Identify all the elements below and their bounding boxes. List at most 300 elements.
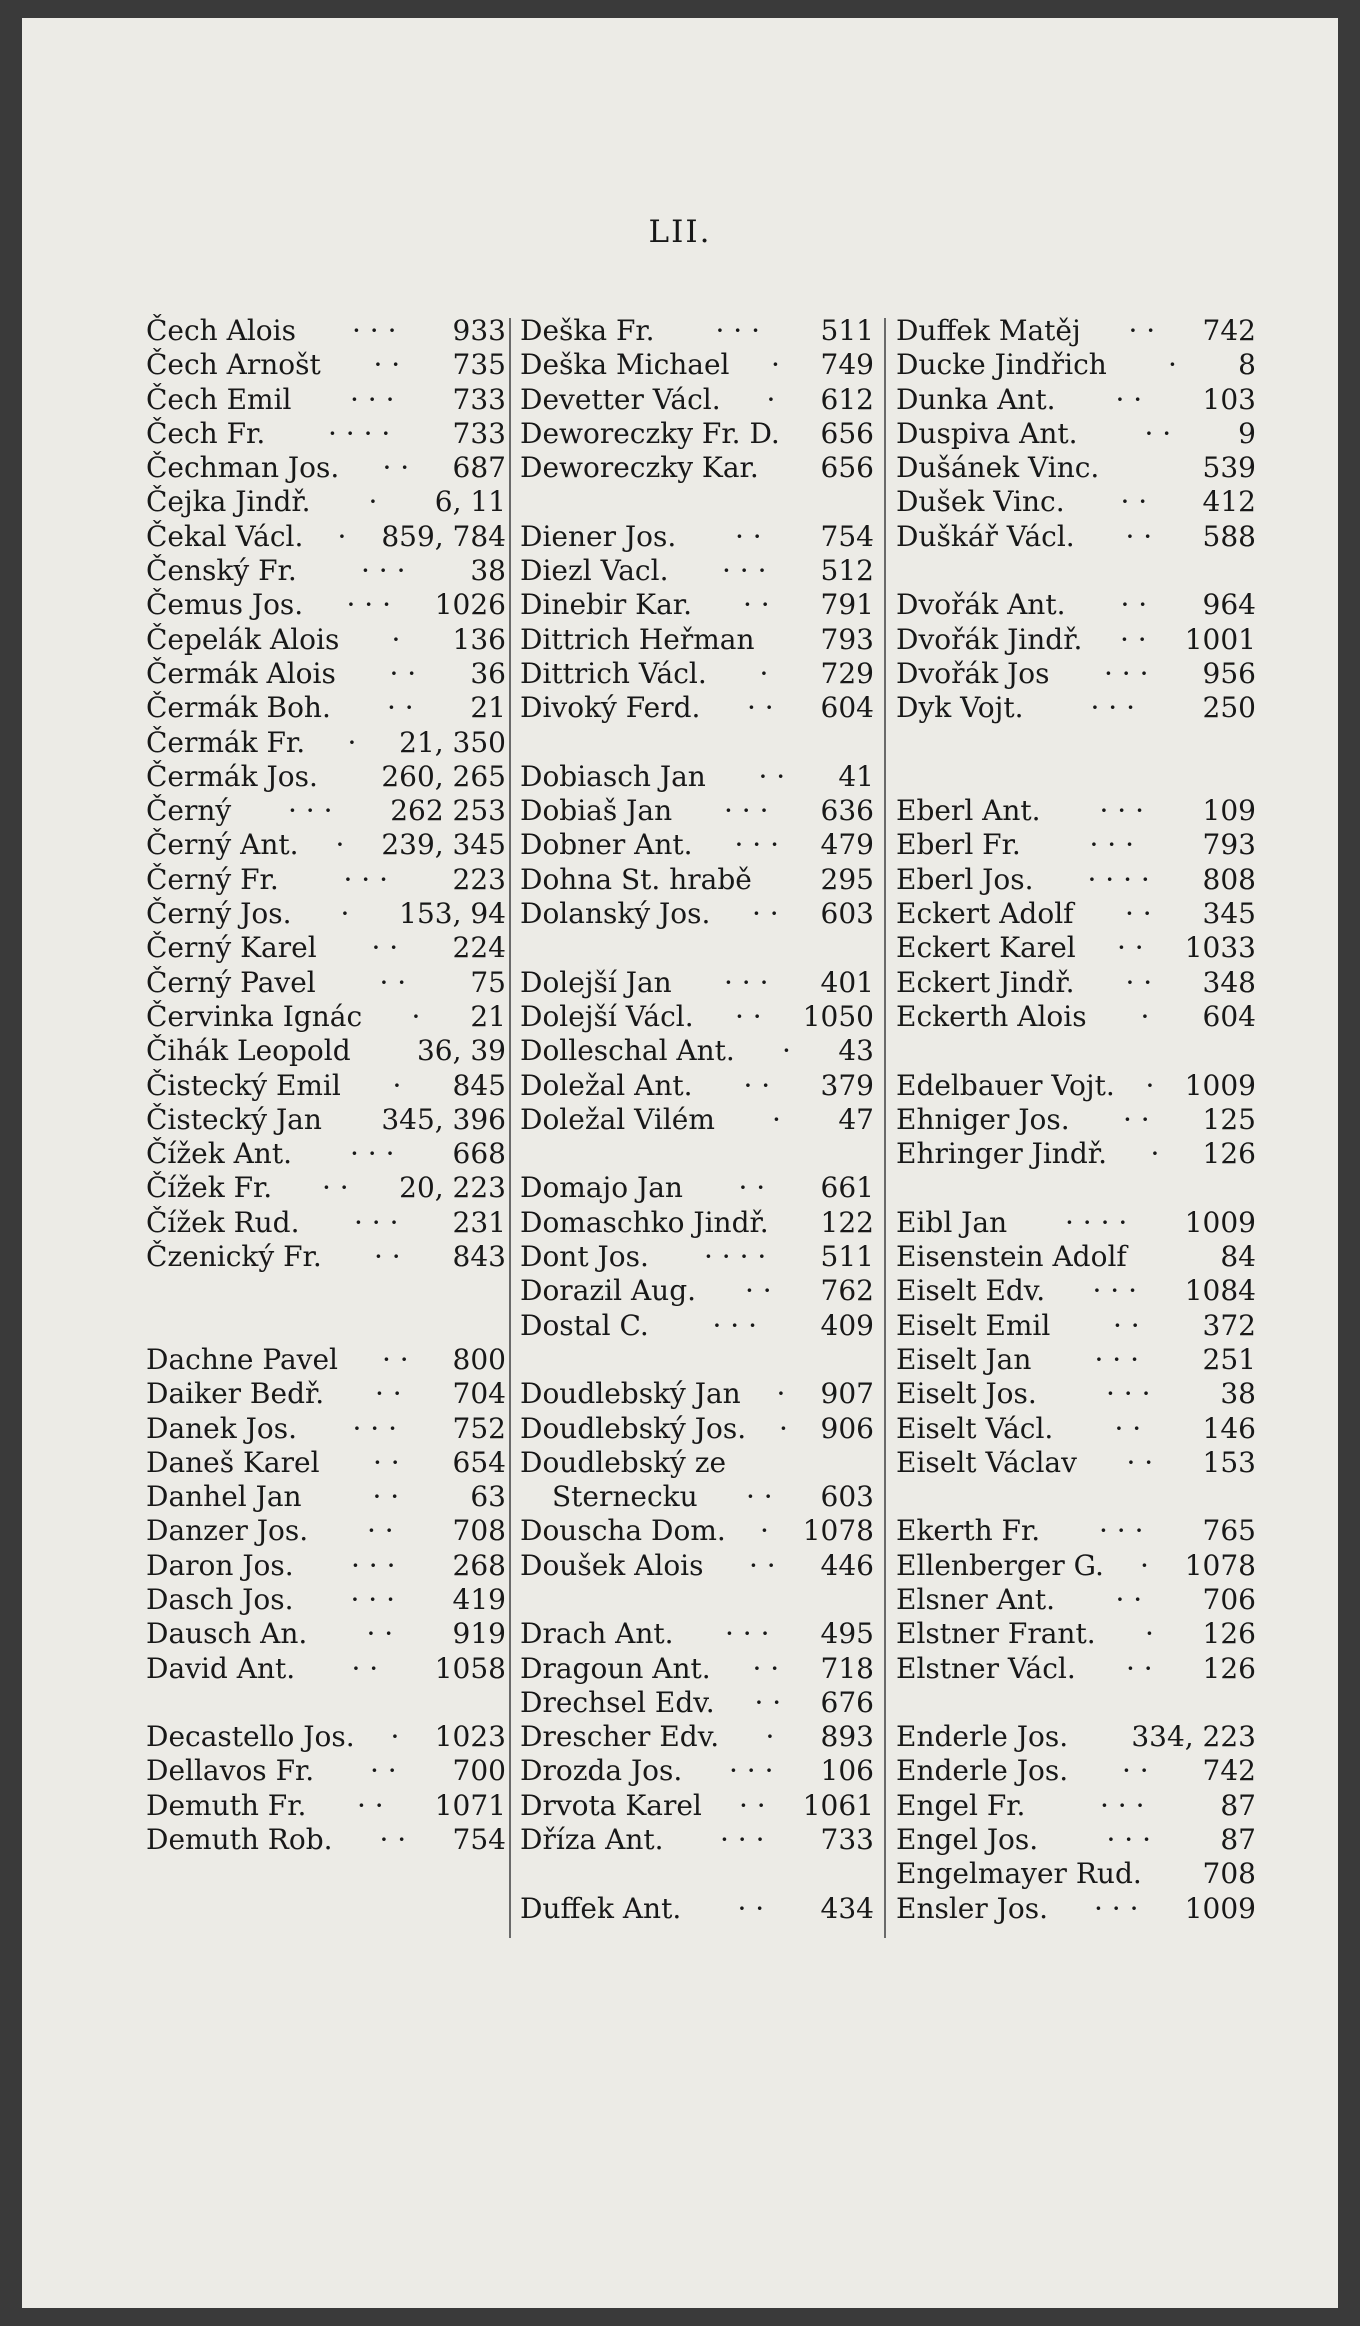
entry-name: Čech Arnošt [146,348,321,382]
entry-page-ref: 956 [1202,656,1256,690]
index-entry [896,966,1256,1000]
index-entry [896,1857,1256,1891]
index-entry [520,1549,874,1583]
entry-leader-dots: · [1140,999,1150,1033]
row-spacer [146,1309,506,1343]
entry-page-ref: 1078 [802,1514,874,1548]
entry-name: Eckert Karel [896,931,1076,965]
entry-page-ref: 153, 94 [399,897,506,931]
index-entry [520,1892,874,1926]
entry-leader-dots: · · [1114,1411,1142,1445]
entry-leader-dots: · · [374,1240,401,1274]
index-entry [146,794,506,828]
entry-name: Černý Jos. [146,897,292,931]
row-spacer [520,485,874,519]
entry-name: Danek Jos. [146,1411,297,1445]
entry-leader-dots: · · [746,1480,773,1514]
entry-leader-dots: · · [1117,931,1144,965]
entry-leader-dots: · [772,1102,781,1136]
entry-leader-dots: · · · [351,1548,396,1582]
entry-page-ref: 604 [1202,999,1256,1033]
index-entry [146,1514,506,1548]
entry-page-ref: 933 [452,314,506,347]
entry-leader-dots: · · [737,1891,765,1925]
index-entry [146,417,506,451]
index-entry [896,1240,1256,1274]
row-spacer [896,726,1256,760]
entry-name: Dyk Vojt. [896,691,1024,725]
entry-page-ref: 36, 39 [416,1034,506,1068]
entry-name: Dušek Vinc. [896,485,1065,519]
entry-name: Doležal Vilém [520,1102,715,1136]
entry-page-ref: 603 [820,1480,874,1514]
entry-name: Dolleschal Ant. [520,1034,735,1068]
entry-leader-dots: · · · [1099,794,1145,828]
entry-name: Černý [146,794,232,828]
index-entry [146,1137,506,1171]
index-entry [520,1103,874,1137]
entry-page-ref: 1033 [1184,931,1256,965]
entry-page-ref: 1061 [802,1788,874,1822]
entry-leader-dots: · · · [729,1754,774,1788]
entry-leader-dots: · [337,519,347,553]
entry-page-ref: 41 [838,759,874,793]
entry-leader-dots: · · [1125,965,1153,999]
entry-name: Čížek Fr. [146,1171,273,1205]
entry-page-ref: 964 [1202,588,1256,622]
entry-page-ref: 661 [820,1171,874,1205]
entry-page-ref: 708 [452,1514,506,1548]
entry-name: Decastello Jos. [146,1720,355,1754]
entry-name: Ellenberger G. [896,1548,1104,1582]
index-entry [520,863,874,897]
index-entry [520,794,874,828]
index-entry [146,1583,506,1617]
entry-leader-dots: · · [1115,382,1143,416]
entry-leader-dots: · · [1120,588,1148,622]
entry-page-ref: 495 [820,1617,874,1651]
entry-name: Čemus Jos. [146,588,304,622]
entry-name: Ekerth Fr. [896,1514,1041,1548]
index-entry [146,828,506,862]
entry-leader-dots: · · · [346,588,392,622]
index-entry [520,417,874,451]
index-entry [520,1069,874,1103]
entry-name: Černý Ant. [146,828,299,862]
entry-leader-dots: · · · [354,1205,399,1239]
entry-page-ref: 20, 223 [399,1171,506,1205]
entry-name: Čihák Leopold [146,1034,351,1068]
entry-page-ref: 1050 [802,999,874,1033]
entry-page-ref: 1023 [434,1720,506,1754]
index-entry [896,1377,1256,1411]
index-entry [520,520,874,554]
entry-name: Edelbauer Vojt. [896,1068,1115,1102]
entry-name: Ehringer Jindř. [896,1137,1107,1171]
entry-name: Dorazil Aug. [520,1274,697,1308]
index-entry [146,760,506,794]
entry-leader-dots: · · · [724,965,769,999]
entry-name: Červinka Ignác [146,999,363,1033]
index-entry [896,1583,1256,1617]
entry-name: Čech Alois [146,314,296,347]
index-entry [146,897,506,931]
index-entry [520,691,874,725]
entry-page-ref: 729 [820,656,874,690]
entry-name: Duffek Ant. [520,1891,682,1925]
entry-name: Dunka Ant. [896,382,1056,416]
index-entry [896,1549,1256,1583]
entry-name: Dolejší Václ. [520,999,694,1033]
entry-name: Daiker Bedř. [146,1377,325,1411]
entry-name: Drach Ant. [520,1617,674,1651]
entry-name: Deška Fr. [520,314,655,347]
entry-name: Ducke Jindřich [896,348,1107,382]
entry-page-ref: 1001 [1184,622,1256,656]
entry-leader-dots: · · · · [1065,1205,1128,1239]
entry-name: Čech Emil [146,382,292,416]
entry-leader-dots: · · · [1099,1514,1144,1548]
entry-page-ref: 295 [820,862,874,896]
index-entry [896,1206,1256,1240]
index-entry [896,1069,1256,1103]
entry-page-ref: 636 [820,794,874,828]
entry-page-ref: 21 [470,691,506,725]
entry-leader-dots: · · · [352,314,397,347]
entry-page-ref: 401 [820,965,874,999]
entry-leader-dots: · · [738,1171,766,1205]
entry-page-ref: 708 [1202,1857,1256,1891]
index-entry [896,863,1256,897]
entry-leader-dots: · · [1120,622,1147,656]
index-column-1 [146,314,506,1857]
column-divider-2 [884,318,886,1938]
entry-page-ref: 859, 784 [381,519,506,553]
entry-name: Čermák Boh. [146,691,331,725]
index-entry [520,1240,874,1274]
index-entry [520,1171,874,1205]
entry-page-ref: 893 [820,1720,874,1754]
entry-name: Engel Fr. [896,1788,1026,1822]
entry-name: Ehniger Jos. [896,1102,1070,1136]
index-entry [520,897,874,931]
index-entry [520,1617,874,1651]
entry-page-ref: 793 [1202,828,1256,862]
entry-page-ref: 800 [452,1342,506,1376]
entry-page-ref: 345, 396 [381,1102,506,1136]
index-entry [520,828,874,862]
entry-page-ref: 223 [452,862,506,896]
entry-page-ref: 153 [1202,1445,1256,1479]
entry-page-ref: 511 [820,1240,874,1274]
entry-leader-dots: · · · [1106,1377,1151,1411]
entry-name: Eisenstein Adolf [896,1240,1127,1274]
index-entry [520,588,874,622]
entry-leader-dots: · · · [715,314,761,347]
entry-name: Devetter Václ. [520,382,721,416]
entry-page-ref: 260, 265 [381,759,506,793]
index-entry [520,1823,874,1857]
entry-page-ref: 588 [1202,519,1256,553]
entry-leader-dots: · [1145,1617,1154,1651]
index-entry [146,1171,506,1205]
entry-page-ref: 479 [820,828,874,862]
entry-leader-dots: · · · [720,1823,765,1857]
index-entry [146,1720,506,1754]
entry-page-ref: 372 [1202,1308,1256,1342]
index-entry [896,1446,1256,1480]
entry-name: Dvořák Ant. [896,588,1066,622]
entry-name: Doležal Ant. [520,1068,693,1102]
entry-page-ref: 718 [820,1651,874,1685]
index-entry [146,1103,506,1137]
entry-name: Dříza Ant. [520,1823,664,1857]
entry-leader-dots: · · · [1094,1891,1139,1925]
entry-name: Domaschko Jindř. [520,1205,769,1239]
row-spacer [896,760,1256,794]
entry-page-ref: 907 [820,1377,874,1411]
index-entry [896,1412,1256,1446]
entry-leader-dots: · · · [1106,1823,1152,1857]
index-entry [146,314,506,348]
index-entry [146,1823,506,1857]
entry-name: Dittrich Heřman [520,622,755,656]
entry-name: Černý Karel [146,931,317,965]
entry-page-ref: 512 [820,554,874,588]
index-entry [146,1754,506,1788]
entry-page-ref: 1071 [434,1788,506,1822]
entry-name: Eberl Ant. [896,794,1041,828]
page-number: LII. [648,214,712,250]
entry-name: Doudlebský ze [520,1445,727,1479]
entry-page-ref: 603 [820,897,874,931]
entry-leader-dots: · · · [734,828,780,862]
entry-name: Daron Jos. [146,1548,294,1582]
entry-name: Eiselt Václav [896,1445,1077,1479]
entry-page-ref: 1084 [1184,1274,1256,1308]
entry-name: Doudlebský Jos. [520,1411,747,1445]
entry-name: Deworeczky Fr. D. [520,416,780,450]
entry-leader-dots: · [1150,1137,1160,1171]
index-entry [146,1069,506,1103]
entry-name: Černý Pavel [146,965,316,999]
entry-leader-dots: · · [366,1617,394,1651]
entry-leader-dots: · · [373,348,401,382]
entry-page-ref: 126 [1202,1617,1256,1651]
index-entry [520,1309,874,1343]
entry-page-ref: 63 [470,1480,506,1514]
entry-name: Danhel Jan [146,1480,302,1514]
entry-name: Dušánek Vinc. [896,451,1100,485]
entry-name: Dasch Jos. [146,1582,294,1616]
index-entry [146,863,506,897]
entry-page-ref: 126 [1202,1651,1256,1685]
entry-page-ref: 409 [820,1308,874,1342]
entry-name: Čermák Jos. [146,759,318,793]
index-entry [520,966,874,1000]
entry-name: Duškář Václ. [896,519,1075,553]
entry-leader-dots: · · [743,1068,771,1102]
entry-page-ref: 687 [452,451,506,485]
entry-leader-dots: · · [373,1445,400,1479]
index-entry [896,657,1256,691]
index-entry [146,1377,506,1411]
index-entry [896,417,1256,451]
entry-name: Dausch An. [146,1617,308,1651]
row-spacer [896,554,1256,588]
entry-leader-dots: · [776,1377,786,1411]
entry-leader-dots: · · [1125,519,1153,553]
entry-name: Čermák Fr. [146,725,306,759]
entry-name: Dolanský Jos. [520,897,711,931]
index-entry [146,931,506,965]
entry-page-ref: 87 [1220,1823,1256,1857]
entry-leader-dots: · · · [350,382,395,416]
entry-leader-dots: · · [372,1480,400,1514]
index-entry [520,1446,874,1480]
entry-name: Doušek Alois [520,1548,704,1582]
entry-page-ref: 843 [452,1240,506,1274]
index-entry [896,1000,1256,1034]
entry-name: Duffek Matěj [896,314,1081,347]
index-entry [520,623,874,657]
entry-leader-dots: · [335,828,345,862]
index-entry [146,1240,506,1274]
entry-name: Divoký Ferd. [520,691,701,725]
entry-name: Čížek Ant. [146,1137,292,1171]
index-entry [896,1514,1256,1548]
index-entry [146,588,506,622]
entry-name: Eiselt Edv. [896,1274,1046,1308]
entry-name: David Ant. [146,1651,296,1685]
entry-name: Dittrich Václ. [520,656,707,690]
entry-leader-dots: · · · [1100,1788,1145,1822]
row-spacer [520,1343,874,1377]
entry-leader-dots: · · · [350,1137,395,1171]
entry-leader-dots: · [392,1068,402,1102]
entry-leader-dots: · · [371,931,399,965]
entry-leader-dots: · · [389,656,417,690]
row-spacer [520,1137,874,1171]
entry-name: Drechsel Edv. [520,1685,715,1719]
entry-page-ref: 268 [452,1548,506,1582]
entry-name: Deworeczky Kar. [520,451,759,485]
index-entry [896,520,1256,554]
row-spacer [896,1686,1256,1720]
index-entry [896,897,1256,931]
row-spacer [520,726,874,760]
entry-name: Domajo Jan [520,1171,683,1205]
entry-name: Eibl Jan [896,1205,1008,1239]
index-entry [520,657,874,691]
entry-name: Dont Jos. [520,1240,649,1274]
entry-page-ref: 36 [470,656,506,690]
entry-name: Černý Fr. [146,862,279,896]
entry-name: Duspiva Ant. [896,416,1078,450]
entry-page-ref: 612 [820,382,874,416]
entry-leader-dots: · · [357,1788,384,1822]
index-entry [896,348,1256,382]
entry-leader-dots: · · · [712,1308,758,1342]
entry-name: Diezl Vacl. [520,554,669,588]
index-entry [520,1686,874,1720]
entry-name: Dohna St. hrabě [520,862,752,896]
entry-leader-dots: · [771,348,780,382]
entry-leader-dots: · · · · [1087,862,1150,896]
entry-name: Danzer Jos. [146,1514,309,1548]
entry-leader-dots: · · [735,519,762,553]
entry-page-ref: 106 [820,1754,874,1788]
register-page [22,18,1338,2308]
entry-leader-dots: · [760,1514,769,1548]
entry-name: Demuth Rob. [146,1823,333,1857]
entry-leader-dots: · · [1126,1651,1153,1685]
entry-leader-dots: · [765,1720,775,1754]
entry-page-ref: 334, 223 [1131,1720,1256,1754]
entry-name: Eiselt Jos. [896,1377,1037,1411]
index-entry [896,623,1256,657]
entry-page-ref: 446 [820,1548,874,1582]
entry-leader-dots: · [766,382,776,416]
index-column-2 [520,314,874,1926]
index-entry [146,554,506,588]
entry-name: Dvořák Jos [896,656,1050,690]
index-entry [896,794,1256,828]
entry-name: Ensler Jos. [896,1891,1049,1925]
entry-page-ref: 434 [820,1891,874,1925]
entry-leader-dots: · [391,622,401,656]
entry-name: Drozda Jos. [520,1754,683,1788]
entry-leader-dots: · [347,725,357,759]
entry-page-ref: 125 [1202,1102,1256,1136]
entry-page-ref: 700 [452,1754,506,1788]
entry-leader-dots: · [411,999,421,1033]
entry-page-ref: 345 [1202,897,1256,931]
entry-page-ref: 704 [452,1377,506,1411]
entry-leader-dots: · [779,1411,788,1445]
entry-name: Dvořák Jindř. [896,622,1083,656]
entry-page-ref: 906 [820,1411,874,1445]
entry-page-ref: 749 [820,348,874,382]
entry-page-ref: 348 [1202,965,1256,999]
entry-leader-dots: · · · [1089,828,1135,862]
entry-page-ref: 735 [452,348,506,382]
entry-name: Čížek Rud. [146,1205,300,1239]
index-entry [896,828,1256,862]
index-entry [520,451,874,485]
entry-leader-dots: · · [1123,1102,1150,1136]
index-entry [896,691,1256,725]
entry-leader-dots: · · · · [328,416,391,450]
index-entry [146,485,506,519]
entry-page-ref: 742 [1202,1754,1256,1788]
index-entry [520,1034,874,1068]
entry-name: Čistecký Emil [146,1068,341,1102]
row-spacer [896,1480,1256,1514]
entry-name: Drvota Karel [520,1788,702,1822]
index-entry [520,1514,874,1548]
entry-name: Čech Fr. [146,416,266,450]
entry-page-ref: 239, 345 [381,828,506,862]
entry-page-ref: 539 [1202,451,1256,485]
entry-name: Čechman Jos. [146,451,340,485]
entry-leader-dots: · · [754,1685,782,1719]
index-entry [896,485,1256,519]
entry-leader-dots: · · [379,965,407,999]
index-entry [146,1652,506,1686]
entry-leader-dots: · · [739,1788,766,1822]
entry-leader-dots: · · [747,691,774,725]
